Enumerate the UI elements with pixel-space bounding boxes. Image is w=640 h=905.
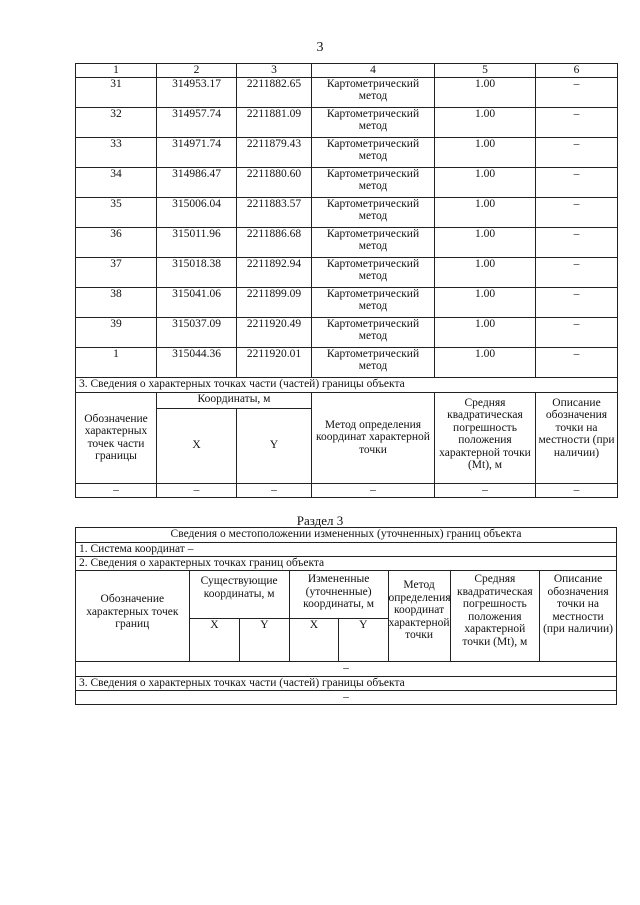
mt-cell: 1.00 (435, 167, 536, 197)
points-title: 2. Сведения о характерных точках границ объекта (76, 557, 617, 571)
y-coord: 2211881.09 (237, 107, 312, 137)
col-num: 5 (435, 64, 536, 78)
designation-header: Обозначение характерных точек части границы (76, 392, 157, 483)
header-row (76, 392, 618, 408)
desc-cell: – (536, 317, 618, 347)
method-cell: Картометрический метод (312, 77, 435, 107)
y-header: Y (237, 408, 312, 483)
mt-cell: 1.00 (435, 137, 536, 167)
empty-cell: – (76, 483, 157, 497)
empty-cell: – (157, 483, 237, 497)
method-cell: Картометрический метод (312, 317, 435, 347)
method-cell: Картометрический метод (312, 197, 435, 227)
desc-cell: – (536, 347, 618, 377)
table-row (76, 227, 618, 257)
changed-borders-table (75, 527, 617, 705)
method-cell: Картометрический метод (312, 167, 435, 197)
point-number: 32 (76, 107, 157, 137)
mt-cell: 1.00 (435, 77, 536, 107)
empty-cell: – (237, 483, 312, 497)
desc-cell: – (536, 167, 618, 197)
col-num: 3 (237, 64, 312, 78)
y-coord: 2211880.60 (237, 167, 312, 197)
desc-cell: – (536, 257, 618, 287)
point-number: 37 (76, 257, 157, 287)
section3-title-row (76, 377, 618, 392)
x-coord: 314971.74 (157, 137, 237, 167)
empty-row (76, 483, 618, 497)
y-coord: 2211882.65 (237, 77, 312, 107)
dash-row-2 (76, 691, 617, 705)
method-header: Метод определения координат характерной точки (312, 392, 435, 483)
point-number: 34 (76, 167, 157, 197)
t2-method-header: Метод определения координат характерной точки (388, 571, 450, 662)
empty-cell: – (536, 483, 618, 497)
y-coord: 2211886.68 (237, 227, 312, 257)
mt-header: Средняя квадратическая погрешность положения характерной точки (Mt), м (435, 392, 536, 483)
point-number: 33 (76, 137, 157, 167)
desc-cell: – (536, 137, 618, 167)
changed-header: Измененные (уточненные) координаты, м (289, 571, 388, 619)
mt-cell: 1.00 (435, 257, 536, 287)
x-coord: 315037.09 (157, 317, 237, 347)
table-row (76, 317, 618, 347)
section3-title: 3. Сведения о характерных точках части (частей) границы объекта (76, 377, 618, 392)
point-number: 31 (76, 77, 157, 107)
page-number: 3 (316, 40, 324, 55)
desc-cell: – (536, 227, 618, 257)
mt-cell: 1.00 (435, 347, 536, 377)
existing-header: Существующие координаты, м (189, 571, 289, 619)
t2-y2-header: Y (339, 619, 388, 662)
point-number: 36 (76, 227, 157, 257)
x-coord: 315041.06 (157, 287, 237, 317)
x-coord: 315018.38 (157, 257, 237, 287)
table-row (76, 197, 618, 227)
mt-cell: 1.00 (435, 107, 536, 137)
column-number-row (76, 64, 618, 78)
table-row (76, 287, 618, 317)
x-coord: 315044.36 (157, 347, 237, 377)
x-coord: 314986.47 (157, 167, 237, 197)
points-table (75, 63, 618, 498)
dash-cell: – (76, 662, 617, 677)
t2-y1-header: Y (240, 619, 289, 662)
mt-cell: 1.00 (435, 197, 536, 227)
table-row (76, 167, 618, 197)
method-cell: Картометрический метод (312, 347, 435, 377)
coords-header: Координаты, м (157, 392, 312, 408)
mt-cell: 1.00 (435, 227, 536, 257)
x-coord: 315006.04 (157, 197, 237, 227)
y-coord: 2211920.01 (237, 347, 312, 377)
table-row (76, 137, 618, 167)
table-row (76, 347, 618, 377)
x-coord: 314953.17 (157, 77, 237, 107)
y-coord: 2211920.49 (237, 317, 312, 347)
table2-title-row (76, 528, 617, 543)
method-cell: Картометрический метод (312, 227, 435, 257)
t2-designation-header: Обозначение характерных точек границ (76, 571, 190, 662)
point-number: 35 (76, 197, 157, 227)
col-num: 1 (76, 64, 157, 78)
empty-cell: – (312, 483, 435, 497)
parts-title-row (76, 677, 617, 691)
method-cell: Картометрический метод (312, 107, 435, 137)
t2-x2-header: X (289, 619, 338, 662)
t2-desc-header: Описание обозначения точки на местности (при наличии) (540, 571, 617, 662)
table-row (76, 107, 618, 137)
x-coord: 314957.74 (157, 107, 237, 137)
point-number: 1 (76, 347, 157, 377)
coord-system: 1. Система координат – (76, 543, 617, 557)
table2-title: Сведения о местоположении измененных (уточненных) границ объекта (76, 528, 617, 543)
point-number: 38 (76, 287, 157, 317)
dash-row-1 (76, 662, 617, 677)
col-num: 2 (157, 64, 237, 78)
point-number: 39 (76, 317, 157, 347)
dash-cell: – (76, 691, 617, 705)
desc-cell: – (536, 197, 618, 227)
table-row (76, 77, 618, 107)
desc-cell: – (536, 77, 618, 107)
col-num: 4 (312, 64, 435, 78)
t2-mt-header: Средняя квадратическая погрешность положения характерной точки (Mt), м (450, 571, 539, 662)
section-title: Раздел 3 (296, 513, 344, 528)
y-coord: 2211879.43 (237, 137, 312, 167)
desc-cell: – (536, 287, 618, 317)
empty-cell: – (435, 483, 536, 497)
coord-system-row (76, 543, 617, 557)
y-coord: 2211892.94 (237, 257, 312, 287)
col-num: 6 (536, 64, 618, 78)
table-row (76, 257, 618, 287)
points-title-row (76, 557, 617, 571)
t2-header-row (76, 571, 617, 619)
method-cell: Картометрический метод (312, 257, 435, 287)
t2-x1-header: X (189, 619, 240, 662)
method-cell: Картометрический метод (312, 137, 435, 167)
x-header: X (157, 408, 237, 483)
y-coord: 2211883.57 (237, 197, 312, 227)
mt-cell: 1.00 (435, 287, 536, 317)
desc-header: Описание обозначения точки на местности (при наличии) (536, 392, 618, 483)
desc-cell: – (536, 107, 618, 137)
method-cell: Картометрический метод (312, 287, 435, 317)
x-coord: 315011.96 (157, 227, 237, 257)
parts-title: 3. Сведения о характерных точках части (частей) границы объекта (76, 677, 617, 691)
y-coord: 2211899.09 (237, 287, 312, 317)
mt-cell: 1.00 (435, 317, 536, 347)
